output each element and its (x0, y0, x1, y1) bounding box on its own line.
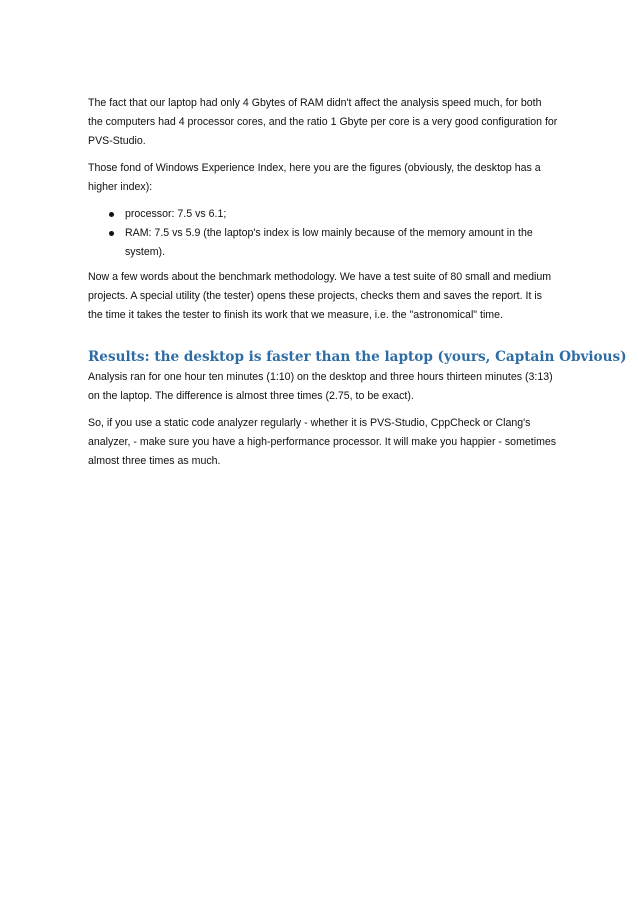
bullet-item-ram: RAM: 7.5 vs 5.9 (the laptop's index is low mainly because of the memory amount in the system). (88, 224, 558, 262)
paragraph-results-conclusion: So, if you use a static code analyzer regularly - whether it is PVS-Studio, CppCheck or Clang's analyzer, - make sure you have a high-performance processor. It will make you happier - sometimes almost three times as much. (88, 417, 557, 467)
paragraph-results-timing: Analysis ran for one hour ten minutes (1:10) on the desktop and three hours thirteen minutes (3:13) on the laptop. The difference is almost three times (2.75, to be exact). (88, 371, 553, 402)
paragraph-ram: The fact that our laptop had only 4 Gbytes of RAM didn't affect the analysis speed much, for both the computers had 4 processor cores, and the ratio 1 Gbyte per core is a very good configuration for PVS-Studio. (88, 97, 558, 147)
bullet-list-index-figures (88, 205, 558, 262)
document-body (88, 94, 627, 479)
bullet-item-processor: processor: 7.5 vs 6.1; (88, 205, 558, 224)
paragraph-methodology: Now a few words about the benchmark methodology. We have a test suite of 80 small and medium projects. A special utility (the tester) opens these projects, checks them and saves the report. It is the time it takes the tester to finish its work that we measure, i.e. the "astronomical" time. (88, 271, 552, 321)
paragraph-experience-index: Those fond of Windows Experience Index, here you are the figures (obviously, the desktop has a higher index): (88, 162, 541, 193)
section-heading-results: Results: the desktop is faster than the laptop (yours, Captain Obvious) (88, 349, 627, 365)
